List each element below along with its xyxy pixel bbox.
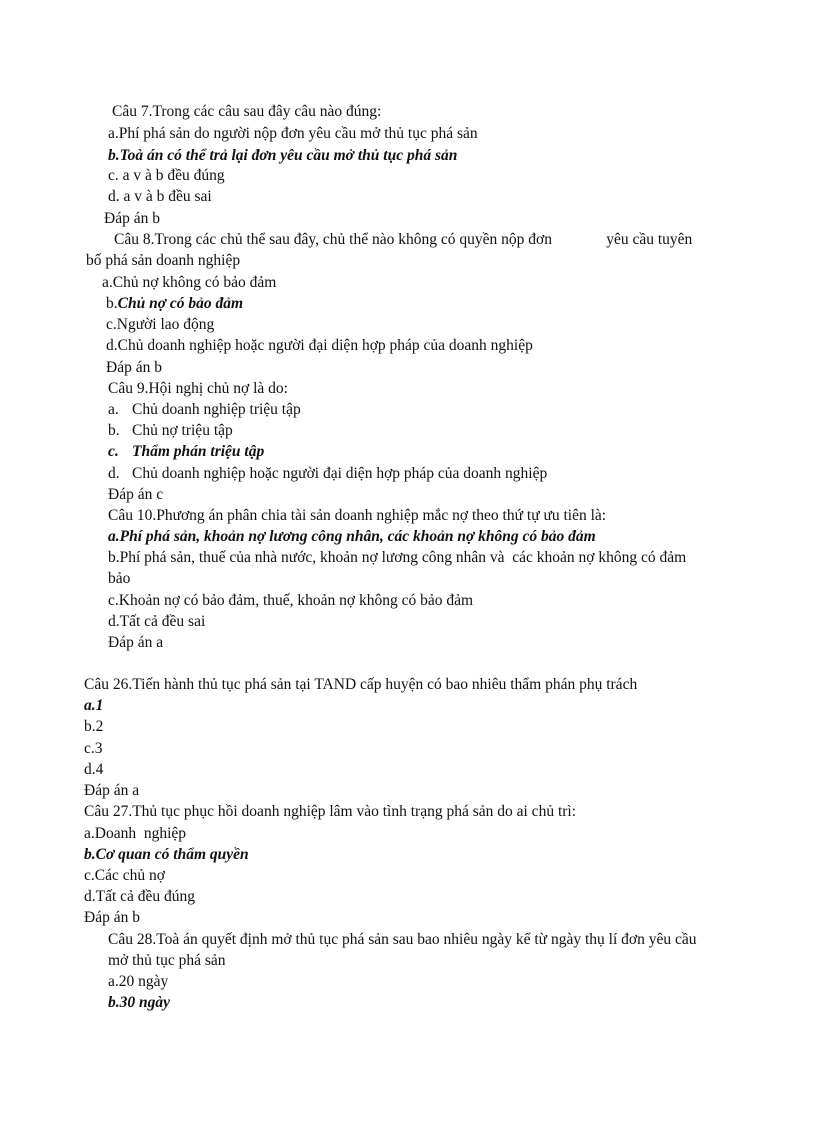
q7-option-d: d. a v à b đều sai bbox=[108, 188, 212, 205]
q9-option-c-text: Thẩm phán triệu tập bbox=[132, 443, 265, 460]
q8-option-a: a.Chủ nợ không có bảo đảm bbox=[102, 274, 277, 291]
q9-option-b-label: b. bbox=[108, 422, 120, 439]
q9-option-c-label: c. bbox=[108, 443, 119, 460]
q7-answer: Đáp án b bbox=[104, 210, 160, 227]
q26-option-c: c.3 bbox=[84, 740, 103, 757]
q8-question-line1: Câu 8.Trong các chủ thể sau đây, chủ thể nào không có quyền nộp đơn yêu cầu tuyên bbox=[114, 231, 693, 248]
q27-answer: Đáp án b bbox=[84, 909, 140, 926]
q9-option-a-text: Chủ doanh nghiệp triệu tập bbox=[132, 401, 301, 418]
q8-option-b-text: Chủ nợ có bảo đảm bbox=[117, 295, 244, 312]
q8-option-b bbox=[106, 294, 243, 314]
q28-question-line1: Câu 28.Toà án quyết định mở thủ tục phá sản sau bao nhiêu ngày kể từ ngày thụ lí đơn yêu cầu bbox=[108, 931, 697, 948]
q8-option-b-label: b. bbox=[106, 295, 118, 312]
q8-option-d: d.Chủ doanh nghiệp hoặc người đại diện hợp pháp của doanh nghiệp bbox=[106, 337, 533, 354]
q9-option-d-text: Chủ doanh nghiệp hoặc người đại diện hợp pháp của doanh nghiệp bbox=[132, 465, 548, 482]
q28-question-line2: mở thủ tục phá sản bbox=[108, 952, 226, 969]
q7-option-a: a.Phí phá sản do người nộp đơn yêu cầu mở thủ tục phá sản bbox=[108, 125, 478, 142]
q9-option-a bbox=[108, 400, 301, 420]
q10-option-b-line1: b.Phí phá sản, thuế của nhà nước, khoản nợ lương công nhân và các khoản nợ không có đảm bbox=[108, 549, 687, 566]
q7-question: Câu 7.Trong các câu sau đây câu nào đúng: bbox=[112, 103, 382, 120]
q7-option-c: c. a v à b đều đúng bbox=[108, 167, 225, 184]
q9-option-d-label: d. bbox=[108, 465, 120, 482]
q9-question: Câu 9.Hội nghị chủ nợ là do: bbox=[108, 380, 288, 397]
q10-option-d: d.Tất cả đều sai bbox=[108, 613, 206, 630]
q9-option-b bbox=[108, 421, 233, 441]
q26-option-b: b.2 bbox=[84, 718, 104, 735]
q26-question: Câu 26.Tiến hành thủ tục phá sản tại TAND cấp huyện có bao nhiêu thẩm phán phụ trách bbox=[84, 676, 638, 693]
q9-option-c bbox=[108, 442, 265, 462]
q7-option-b: b.Toà án có thể trả lại đơn yêu cầu mở thủ tục phá sản bbox=[108, 147, 458, 164]
q27-option-d: d.Tất cả đều đúng bbox=[84, 888, 196, 905]
q10-option-c: c.Khoản nợ có bảo đảm, thuế, khoản nợ không có bảo đảm bbox=[108, 592, 474, 609]
q26-option-a: a.1 bbox=[84, 697, 104, 714]
q9-answer: Đáp án c bbox=[108, 486, 164, 503]
q8-answer: Đáp án b bbox=[106, 359, 162, 376]
q9-option-a-label: a. bbox=[108, 401, 119, 418]
q28-option-a: a.20 ngày bbox=[108, 973, 169, 990]
q8-question-line2: bố phá sản doanh nghiệp bbox=[86, 252, 241, 269]
q27-question: Câu 27.Thủ tục phục hồi doanh nghiệp lâm vào tình trạng phá sản do ai chủ trì: bbox=[84, 803, 577, 820]
q10-question: Câu 10.Phương án phân chia tài sản doanh nghiệp mắc nợ theo thứ tự ưu tiên là: bbox=[108, 507, 607, 524]
q27-option-b: b.Cơ quan có thẩm quyền bbox=[84, 846, 249, 863]
q28-option-b: b.30 ngày bbox=[108, 994, 170, 1011]
q10-option-b-line2: bảo bbox=[108, 570, 131, 587]
q26-answer: Đáp án a bbox=[84, 782, 140, 799]
q8-option-c: c.Người lao động bbox=[106, 316, 215, 333]
q10-option-a: a.Phí phá sản, khoản nợ lương công nhân, các khoản nợ không có bảo đảm bbox=[108, 528, 596, 545]
q27-option-a: a.Doanh nghiệp bbox=[84, 825, 187, 842]
q9-option-b-text: Chủ nợ triệu tập bbox=[132, 422, 233, 439]
q10-answer: Đáp án a bbox=[108, 634, 164, 651]
q27-option-c: c.Các chủ nợ bbox=[84, 867, 165, 884]
q9-option-d bbox=[108, 464, 548, 484]
q26-option-d: d.4 bbox=[84, 761, 104, 778]
